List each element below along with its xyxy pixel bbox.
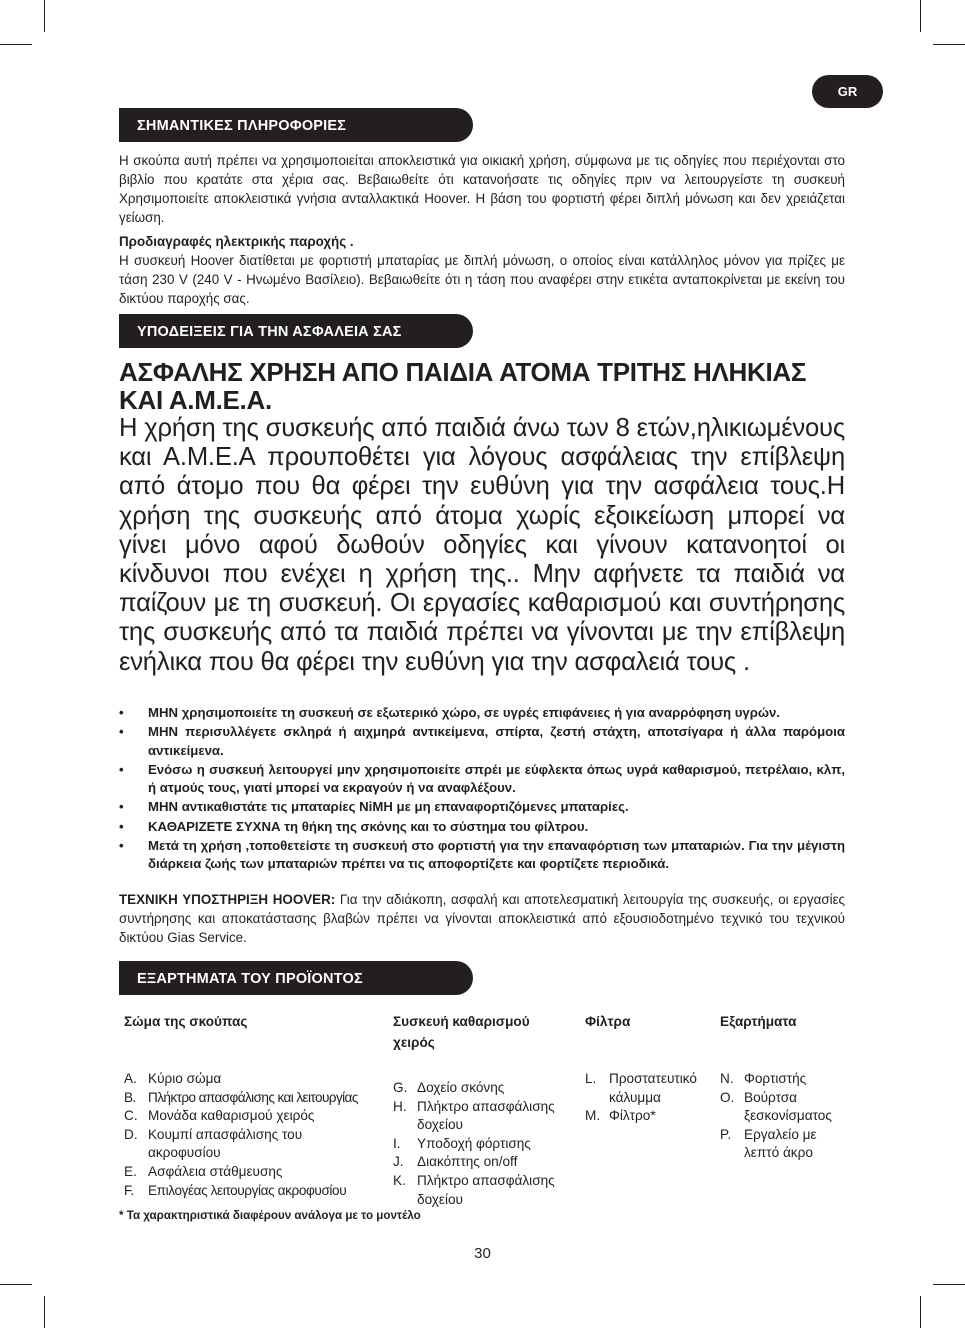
components-column-accessories [720, 1011, 845, 1163]
list-item [585, 1107, 715, 1126]
list-item [393, 1098, 563, 1135]
page-number: 30 [474, 1245, 491, 1262]
list-item [393, 1135, 563, 1154]
item-text: Φορτιστής [744, 1071, 807, 1086]
column-title: Φίλτρα [585, 1014, 631, 1029]
item-text: Πλήκτρο απασφάλισης και λειτουργίας [148, 1089, 358, 1105]
item-text: Ασφάλεια στάθμευσης [148, 1163, 283, 1179]
item-letter: C. [124, 1108, 138, 1124]
section-header-safety-tips: ΥΠΟΔΕΙΞΕΙΣ ΓΙΑ ΤΗΝ ΑΣΦΑΛΕΙΑ ΣΑΣ [119, 314, 473, 348]
list-item [124, 1089, 384, 1108]
item-text: Διακόπτης on/off [417, 1154, 518, 1170]
intro-paragraph: Η σκούπα αυτή πρέπει να χρησιμοποιείται αποκλειστικά για οικιακή χρήση, σύμφωνα με τις οδηγίες που περιέχονται στο βιβλίο που κρατάτε στα χέρια σας. Βεβαιωθείτε ότι κατανοήσατε τις οδηγίες πριν να λειτουργείστε τη συσκευή Χρησιμοποιείτε αποκλειστικά γνήσια ανταλλακτικά Hoover. Η βάση του φορτιστή φέρει διπλή μόνωση και δεν χρειάζεται γείωση. [119, 153, 845, 225]
item-letter: M. [585, 1108, 601, 1124]
item-letter: I. [393, 1135, 401, 1151]
safety-bullet-list [119, 704, 845, 874]
safety-bullet: • Μετά τη χρήση ,τοποθετείστε τη συσκευή στο φορτιστή για την επαναφόρτιση των μπαταριών. Για την μέγιστη διάρκεια ζωής των μπαταριών πρέπει να τις αποφορτίζετε και φορτίζετε περιοδικά. [119, 837, 845, 874]
crop-mark [44, 0, 45, 32]
section-header-components: ΕΞΑΡΤΗΜΑΤΑ ΤΟΥ ΠΡΟΪΟΝΤΟΣ [119, 961, 473, 995]
column-title: Εξαρτήματα [720, 1014, 797, 1029]
crop-mark [933, 1284, 965, 1285]
item-text: Δοχείο σκόνης [417, 1080, 505, 1095]
item-text: Βούρτσα ξεσκονίσματος [744, 1089, 832, 1124]
safety-body: Η χρήση της συσκευής από παιδιά άνω των 8 ετών,ηλικιωμένους και Α.Μ.Ε.Α προυποθέτει για λόγους ασφάλειας την επίβλεψη από άτομο που θα φέρει την ευθύνη για την ασφάλεια τους.Η χρήση της συσκευής από άτομα χωρίς εξοικείωση μπορεί να γίνει μόνο αφού δωθούν οδηγίες και γίνουν κατανοητοί οι κίνδυνοι που ενέχει η χρήση της.. Μην αφήνετε τα παιδιά να παίζουν με τη συσκευή. Οι εργασίες καθαρισμού και συντήρησης της συσκευής από τα παιδιά πρέπει να γίνονται με την επίβλεψη ενήλικα που θα φέρει την ευθύνη για την ασφαλειά τους . [119, 414, 845, 676]
item-text: Πλήκτρο απασφάλισης δοχείου [417, 1172, 555, 1207]
safety-heading: ΑΣΦΑΛΗΣ ΧΡΗΣΗ ΑΠΟ ΠΑΙΔΙΑ ΑΤΟΜΑ ΤΡΙΤΗΣ ΗΛΗΚΙΑΣ ΚΑΙ Α.Μ.Ε.Α. [119, 357, 807, 415]
item-text: Μονάδα καθαρισμού χειρός [148, 1108, 315, 1124]
model-footnote: * Τα χαρακτηριστικά διαφέρουν ανάλογα με το μοντέλο [119, 1209, 421, 1222]
item-text: Προστατευτικό κάλυμμα [609, 1071, 697, 1105]
component-list [124, 1070, 384, 1200]
components-column-handheld [393, 1011, 563, 1209]
item-letter: P. [720, 1126, 732, 1142]
item-letter: B. [124, 1089, 136, 1105]
service-text: Για την αδιάκοπη, ασφαλή και αποτελεσματική λειτουργία της συσκευής, οι εργασίες συντήρησης και αποκατάστασης βλαβών πρέπει να γίνονται αποκλειστικά από εξουσιοδοτημένο τεχνικό του τεχνικού δικτύου Gias Service. [119, 892, 845, 945]
power-spec-paragraph [119, 232, 845, 308]
list-item [124, 1107, 384, 1126]
list-item [124, 1163, 384, 1182]
crop-mark [0, 44, 32, 45]
crop-mark [44, 1296, 45, 1328]
item-letter: G. [393, 1080, 408, 1095]
safety-bullet: • ΜΗΝ αντικαθιστάτε τις μπαταρίες NiMH με μη επαναφορτιζόμενες μπαταρίες. [119, 798, 845, 817]
item-text: Υποδοχή φόρτισης [417, 1135, 531, 1151]
item-letter: A. [124, 1071, 137, 1086]
item-text: Πλήκτρο απασφάλισης δοχείου [417, 1098, 555, 1133]
crop-mark [920, 1296, 921, 1328]
service-paragraph [119, 890, 845, 947]
item-letter: L. [585, 1071, 597, 1086]
language-badge: GR [812, 75, 883, 108]
crop-mark [920, 0, 921, 32]
item-letter: N. [720, 1071, 734, 1086]
list-item [393, 1079, 563, 1098]
list-item [393, 1153, 563, 1172]
component-list [720, 1070, 845, 1163]
list-item [124, 1126, 308, 1163]
crop-mark [933, 44, 965, 45]
item-text: Κύριο σώμα [148, 1071, 222, 1086]
item-letter: J. [393, 1154, 404, 1170]
list-item [720, 1070, 845, 1089]
components-column-body [124, 1011, 384, 1200]
item-letter: D. [124, 1126, 138, 1142]
column-title: Σώμα της σκούπας [124, 1014, 248, 1029]
safety-bullet: • Ενόσω η συσκευή λειτουργεί μην χρησιμοποιείτε σπρέι με εύφλεκτα όπως υγρά καθαρισμού, πετρέλαιο, κλπ, ή ατμούς τους, γιατί μπορεί να εκραγούν ή να αναφλέξουν. [119, 761, 845, 798]
item-text: Επιλογέας λειτουργίας ακροφυσίου [148, 1182, 347, 1198]
list-item [585, 1070, 715, 1107]
list-item [393, 1172, 563, 1209]
item-letter: O. [720, 1089, 735, 1105]
safety-bullet: • ΜΗΝ χρησιμοποιείτε τη συσκευή σε εξωτερικό χώρο, σε υγρές επιφάνειες ή για αναρρόφηση υγρών. [119, 704, 845, 723]
list-item [124, 1182, 384, 1201]
item-letter: H. [393, 1098, 407, 1114]
column-title: Συσκευή καθαρισμού χειρός [393, 1014, 530, 1050]
power-spec-text: Η συσκευή Hoover διατίθεται με φορτιστή μπαταρίας με διπλή μόνωση, ο οποίος είναι κατάλληλος μόνον για πρίζες με τάση 230 V (240 V - Ηνωμένο Βασίλειο). Βεβαιωθείτε ότι η τάση που αναφέρει στην ετικέτα ανταποκρίνεται με εκείνη του δικτύου παροχής σας. [119, 253, 845, 306]
section-header-important-info: ΣΗΜΑΝΤΙΚΕΣ ΠΛΗΡΟΦΟΡΙΕΣ [119, 108, 473, 142]
item-letter: F. [124, 1182, 134, 1198]
item-letter: E. [124, 1163, 137, 1179]
components-column-filters [585, 1011, 715, 1126]
item-text: Εργαλείο με λεπτό άκρο [744, 1126, 817, 1161]
list-item [720, 1089, 845, 1126]
component-list [585, 1070, 715, 1126]
service-label: ΤΕΧΝΙΚΗ ΥΠΟΣΤΗΡΙΞΗ HOOVER: [119, 892, 336, 907]
item-text: Κουμπί απασφάλισης του ακροφυσίου [148, 1126, 303, 1161]
component-list [393, 1079, 563, 1209]
crop-mark [0, 1284, 32, 1285]
list-item [124, 1070, 384, 1089]
power-spec-title: Προδιαγραφές ηλεκτρικής παροχής . [119, 234, 354, 249]
safety-bullet: • ΚΑΘΑΡΙΖΕΤΕ ΣΥΧΝΑ τη θήκη της σκόνης και το σύστημα του φίλτρου. [119, 818, 845, 837]
item-letter: K. [393, 1172, 406, 1188]
item-text: Φίλτρο* [609, 1108, 656, 1124]
safety-bullet: • ΜΗΝ περισυλλέγετε σκληρά ή αιχμηρά αντικείμενα, σπίρτα, ζεστή στάχτη, αποτσίγαρα ή άλλα παρόμοια αντικείμενα. [119, 723, 845, 760]
list-item [720, 1126, 834, 1163]
